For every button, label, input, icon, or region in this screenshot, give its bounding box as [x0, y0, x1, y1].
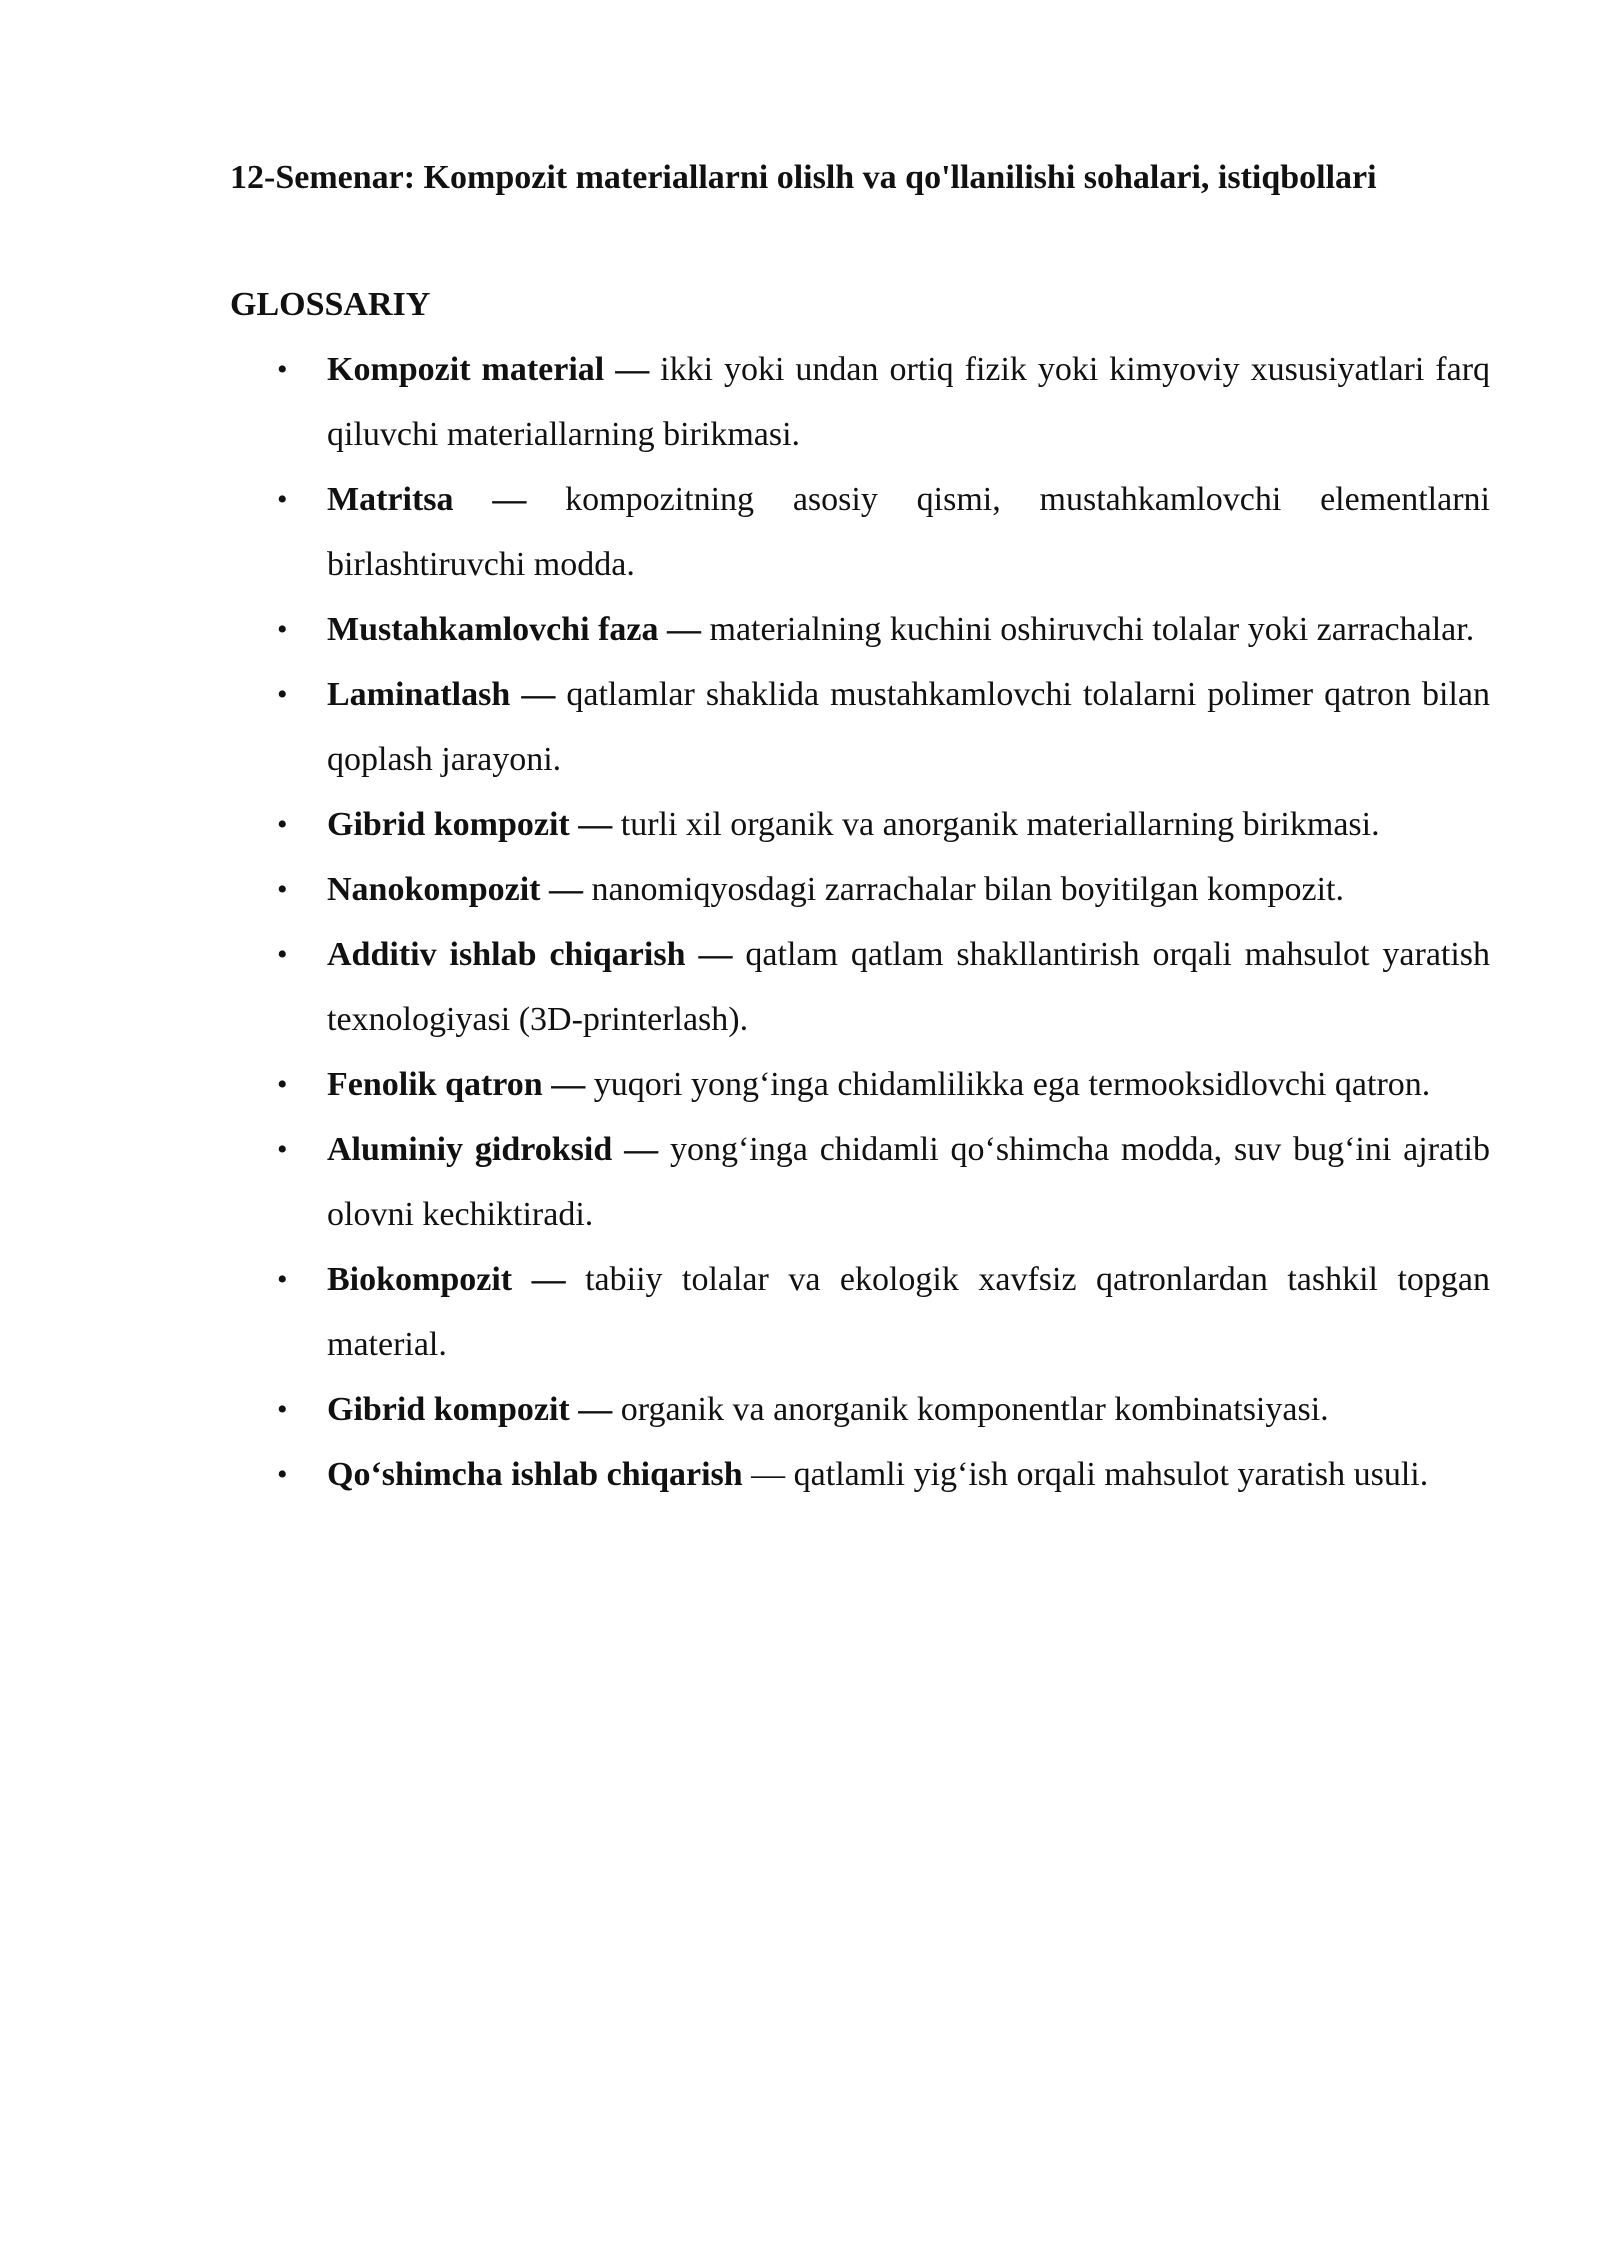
- glossary-item: [230, 467, 1490, 597]
- glossary-item: [230, 597, 1490, 662]
- glossary-definition: turli xil organik va anorganik materiallarning birikmasi.: [620, 806, 1380, 843]
- glossary-item: [230, 662, 1490, 792]
- glossary-term: Qo‘shimcha ishlab chiqarish: [327, 1456, 743, 1493]
- glossary-definition: yong‘inga chidamli qo‘shimcha modda, suv bug‘ini ajratib olovni kechiktiradi.: [327, 1131, 1490, 1233]
- bullet-icon: •: [277, 938, 288, 971]
- glossary-definition: qatlamlar shaklida mustahkamlovchi tolalarni polimer qatron bilan qoplash jarayoni.: [327, 676, 1491, 778]
- em-dash: —: [551, 1066, 586, 1103]
- em-dash: —: [531, 1261, 566, 1298]
- bullet-icon: •: [277, 678, 288, 711]
- em-dash: —: [548, 871, 583, 908]
- glossary-term: Gibrid kompozit: [327, 1391, 570, 1428]
- glossary-term: Nanokompozit: [327, 871, 541, 908]
- glossary-term: Additiv ishlab chiqarish: [327, 936, 686, 973]
- em-dash: —: [521, 676, 556, 713]
- glossary-term: Matritsa: [327, 481, 454, 518]
- glossary-term: Gibrid kompozit: [327, 806, 570, 843]
- bullet-icon: •: [277, 1458, 288, 1491]
- glossary-definition: yuqori yong‘inga chidamlilikka ega termooksidlovchi qatron.: [593, 1066, 1431, 1103]
- glossary-definition: nanomiqyosdagi zarrachalar bilan boyitilgan kompozit.: [591, 871, 1344, 908]
- glossary-definition: organik va anorganik komponentlar kombinatsiyasi.: [620, 1391, 1329, 1428]
- glossary-term: Fenolik qatron: [327, 1066, 543, 1103]
- document-page: [230, 145, 1490, 1507]
- glossary-definition: qatlamli yig‘ish orqali mahsulot yaratish usuli.: [793, 1456, 1429, 1493]
- glossary-definition: tabiiy tolalar va ekologik xavfsiz qatronlardan tashkil topgan material.: [327, 1261, 1490, 1363]
- bullet-icon: •: [277, 1133, 288, 1166]
- glossary-item: [230, 1117, 1490, 1247]
- glossary-item: [230, 1247, 1490, 1377]
- document-title: 12-Semenar: Kompozit materiallarni olislh va qo'llanilishi sohalari, istiqbollari: [230, 159, 1377, 196]
- glossary-item: [230, 337, 1490, 467]
- em-dash: —: [492, 481, 527, 518]
- glossary-definition: kompozitning asosiy qismi, mustahkamlovchi elementlarni birlashtiruvchi modda.: [327, 481, 1490, 583]
- glossary-item: [230, 922, 1490, 1052]
- bullet-icon: •: [277, 1068, 288, 1101]
- glossary-heading: GLOSSARIY: [230, 286, 431, 323]
- bullet-icon: •: [277, 1263, 288, 1296]
- glossary-definition: materialning kuchini oshiruvchi tolalar yoki zarrachalar.: [709, 611, 1475, 648]
- bullet-icon: •: [277, 353, 288, 386]
- glossary-item: [230, 857, 1490, 922]
- em-dash: —: [698, 936, 733, 973]
- glossary-item: [230, 1052, 1490, 1117]
- bullet-icon: •: [277, 483, 288, 516]
- bullet-icon: •: [277, 873, 288, 906]
- glossary-term: Biokompozit: [327, 1261, 513, 1298]
- glossary-item: [230, 792, 1490, 857]
- em-dash: —: [615, 351, 650, 388]
- em-dash: —: [624, 1131, 659, 1168]
- glossary-list: [230, 337, 1490, 1507]
- em-dash: —: [578, 806, 613, 843]
- em-dash: —: [667, 611, 701, 648]
- glossary-term: Mustahkamlovchi faza: [327, 611, 659, 648]
- glossary-item: [230, 1442, 1490, 1507]
- glossary-definition: ikki yoki undan ortiq fizik yoki kimyoviy xususiyatlari farq qiluvchi materiallarning birikmasi.: [327, 351, 1491, 453]
- glossary-term: Kompozit material: [327, 351, 605, 388]
- bullet-icon: •: [277, 808, 288, 841]
- glossary-item: [230, 1377, 1490, 1442]
- glossary-definition: qatlam qatlam shakllantirish orqali mahsulot yaratish texnologiyasi (3D-printerlash).: [327, 936, 1491, 1038]
- glossary-term: Aluminiy gidroksid: [327, 1131, 613, 1168]
- em-dash: —: [751, 1456, 786, 1493]
- bullet-icon: •: [277, 613, 288, 646]
- bullet-icon: •: [277, 1393, 288, 1426]
- glossary-term: Laminatlash: [327, 676, 511, 713]
- em-dash: —: [578, 1391, 613, 1428]
